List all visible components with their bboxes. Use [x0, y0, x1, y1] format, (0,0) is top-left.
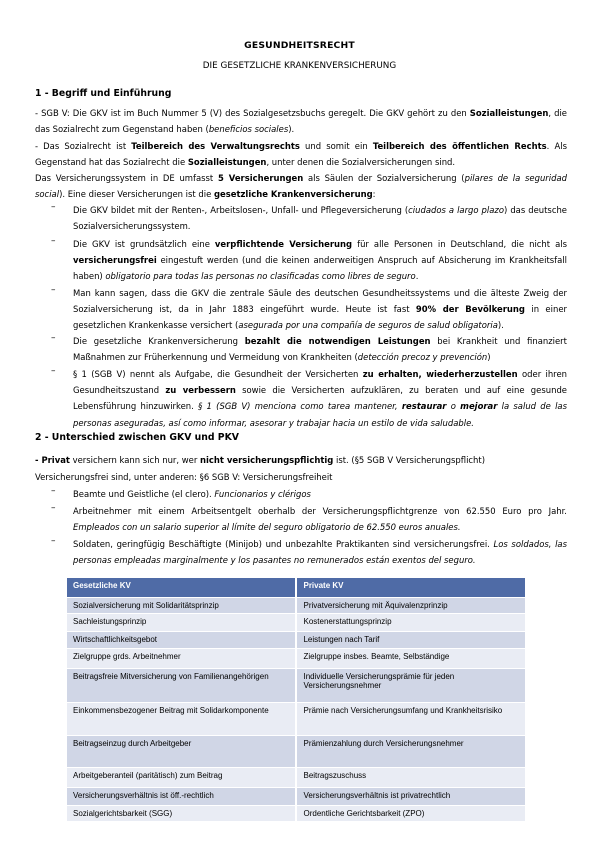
table-cell: Individuelle Versicherungsprämie für jeden Versicherungsnehmer — [296, 669, 526, 703]
document-title: GESUNDHEITSRECHT — [244, 40, 355, 51]
table-row — [67, 703, 526, 736]
table-row — [67, 614, 526, 632]
s2-paragraph-1: - Privat versichern kann sich nur, wer nicht versicherungspflichtig ist. (§5 SGB V Versicherungspflicht) — [35, 455, 485, 465]
section-1-heading: 1 - Begriff und Einführung — [35, 88, 172, 99]
bullet-dash: – — [51, 486, 56, 496]
table-cell: Versicherungsverhältnis ist privatrechtlich — [296, 788, 526, 806]
s1-paragraph-1: - SGB V: Die GKV ist im Buch Nummer 5 (V) des Sozialgesetzsbuchs geregelt. Die GKV gehört zu den Sozialleistungen, die das Sozialrecht zum Gegenstand haben (beneficios sociales). — [35, 108, 567, 135]
table-row — [67, 788, 526, 806]
table-row — [67, 649, 526, 669]
section-2-heading: 2 - Unterschied zwischen GKV und PKV — [35, 432, 239, 443]
table-row — [67, 806, 526, 822]
table-cell: Sozialversicherung mit Solidaritätsprinzip — [67, 598, 296, 614]
bullet-dash: – — [51, 366, 56, 376]
s1-paragraph-3: Das Versicherungssystem in DE umfasst 5 Versicherungen als Säulen der Sozialversicherung (pilares de la seguridad social). Eine dieser Versicherungen ist die gesetzliche Krankenversicherung: — [35, 173, 567, 200]
table-cell: Sachleistungsprinzip — [67, 614, 296, 632]
table-header-row — [67, 578, 526, 598]
table-cell: Sozialgerichtsbarkeit (SGG) — [67, 806, 296, 822]
table-row — [67, 598, 526, 614]
s2-paragraph-2: Versicherungsfrei sind, unter anderen: §6 SGB V: Versicherungsfreiheit — [35, 472, 333, 482]
table-cell: Ordentliche Gerichtsbarkeit (ZPO) — [296, 806, 526, 822]
table-row — [67, 736, 526, 768]
table-cell: Einkommensbezogener Beitrag mit Solidarkomponente — [67, 703, 296, 736]
table-row — [67, 768, 526, 788]
table-cell: Prämienzahlung durch Versicherungsnehmer — [296, 736, 526, 768]
bullet-dash: – — [51, 503, 56, 513]
bullet-dash: – — [51, 236, 56, 246]
s1-bullet-4: Die gesetzliche Krankenversicherung bezahlt die notwendigen Leistungen bei Krankheit und finanziert Maßnahmen zur Früherkennung und Vermeidung von Krankheiten (detección precoz y prevención) — [73, 336, 567, 363]
table-cell: Beitragseinzug durch Arbeitgeber — [67, 736, 296, 768]
table-cell: Kostenerstattungsprinzip — [296, 614, 526, 632]
table-cell: Prämie nach Versicherungsumfang und Krankheitsrisiko — [296, 703, 526, 736]
s1-bullet-5: § 1 (SGB V) nennt als Aufgabe, die Gesundheit der Versicherten zu erhalten, wiederherzustellen oder ihren Gesundheitszustand zu verbessern sowie die Versicherten aufzuklären, zu beraten und auf eine gesunde Lebensführung hinzuwirken. § 1 (SGB V) menciona como tarea mantener, restaurar o mejorar la salud de las personas aseguradas, así como informar, asesorar y trabajar hacia un estilo de vida saludable. — [73, 369, 568, 428]
table-cell: Beitragszuschuss — [296, 768, 526, 788]
table-cell: Privatversicherung mit Äquivalenzprinzip — [296, 598, 526, 614]
s1-paragraph-2: - Das Sozialrecht ist Teilbereich des Verwaltungsrechts und somit ein Teilbereich des öffentlichen Rechts. Als Gegenstand hat das Sozialrecht die Sozialleistungen, unter denen die Sozialversicherungen sind. — [35, 141, 568, 168]
bullet-dash: – — [51, 202, 56, 212]
s1-bullet-1: Die GKV bildet mit der Renten-, Arbeitslosen-, Unfall- und Pflegeversicherung (ciudados a largo plazo) das deutsche Sozialversicherungssystem. — [73, 205, 568, 232]
s2-bullet-1: Beamte und Geistliche (el clero). Funcionarios y clérigos — [73, 489, 311, 499]
table-cell: Zielgruppe insbes. Beamte, Selbständige — [296, 649, 526, 669]
bullet-dash: – — [51, 536, 56, 546]
table-cell: Zielgruppe grds. Arbeitnehmer — [67, 649, 296, 669]
table-cell: Leistungen nach Tarif — [296, 632, 526, 649]
comparison-table — [67, 578, 527, 822]
table-row — [67, 632, 526, 649]
table-cell: Versicherungsverhältnis ist öff.-rechtlich — [67, 788, 296, 806]
table-header-pkv: Private KV — [296, 578, 526, 598]
table-header-gkv: Gesetzliche KV — [67, 578, 296, 598]
bullet-dash: – — [51, 285, 56, 295]
table-cell: Wirtschaftlichkeitsgebot — [67, 632, 296, 649]
table-row — [67, 669, 526, 703]
s2-bullet-2: Arbeitnehmer mit einem Arbeitsentgelt oberhalb der Versicherungspflichtgrenze von 62.550 Euro pro Jahr. Empleados con un salario superior al límite del seguro obligatorio de 62.550 euros anuales. — [73, 506, 567, 533]
s1-bullet-3: Man kann sagen, dass die GKV die zentrale Säule des deutschen Gesundheitssystems und die älteste Zweig der Sozialversicherung ist, da in Jahr 1883 eingeführt wurde. Heute ist fast 90% der Bevölkerung in einer gesetzlichen Krankenkasse versichert (asegurada por una compañía de seguros de salud obligatoria). — [73, 288, 567, 331]
bullet-dash: – — [51, 333, 56, 343]
table-cell: Beitragsfreie Mitversicherung von Familienangehörigen — [67, 669, 296, 703]
s1-bullet-2: Die GKV ist grundsätzlich eine verpflichtende Versicherung für alle Personen in Deutschland, die nicht als versicherungsfrei eingestuft werden (und die keinen anderweitigen Anspruch auf Absicherung im Krankheitsfall haben) obligatorio para todas las personas no clasificadas como libres de seguro. — [73, 239, 568, 282]
s2-bullet-3: Soldaten, geringfügig Beschäftigte (Minijob) und unbezahlte Praktikanten sind versicherungsfrei. Los soldados, las personas empleadas marginalmente y los pasantes no remunerados están exentos del seguro. — [73, 539, 568, 566]
table-cell: Arbeitgeberanteil (paritätisch) zum Beitrag — [67, 768, 296, 788]
document-subtitle: DIE GESETZLICHE KRANKENVERSICHERUNG — [202, 61, 397, 71]
